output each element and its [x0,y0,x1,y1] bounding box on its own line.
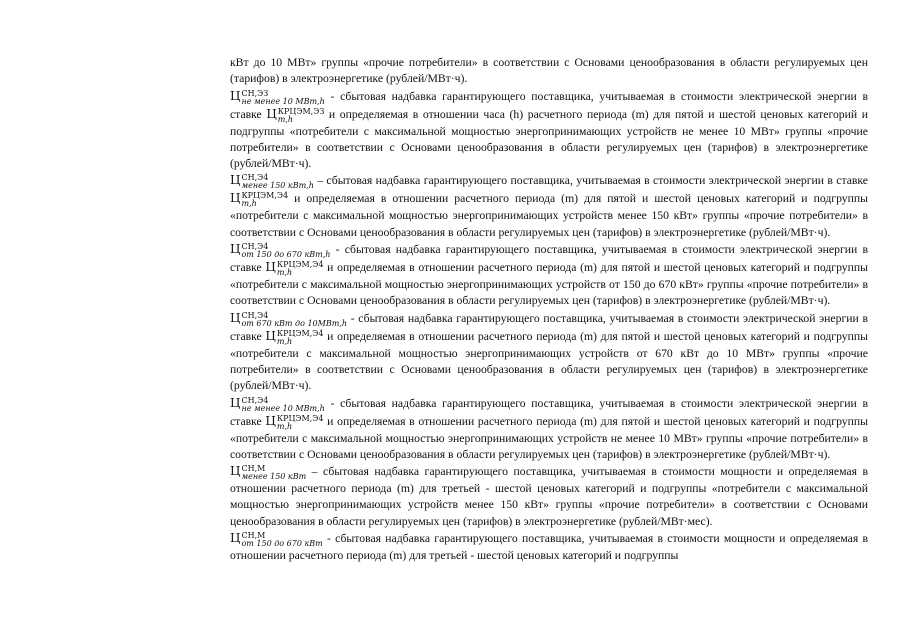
paragraph-text: - сбытовая надбавка гарантирующего поставщика, учитываемая в стоимости электрической энергии в ставке [230,396,868,428]
paragraph-text: и определяемая в отношении расчетного периода (m) для пятой и шестой ценовых категорий и подгруппы «потребители с максимальной мощностью энергопринимающих устройств менее 150 кВт» группы «прочие потребители» в соответствии с Основами ценообразования в области регулируемых цен (тарифов) в электроэнергетике (рублей/МВт·ч). [230,192,868,239]
paragraph-text: – сбытовая надбавка гарантирующего поставщика, учитываемая в стоимости электрической энергии в ставке [313,174,868,188]
formula-inline-symbol: Ц КРЦЭМ,Э4 m,h [265,413,324,431]
paragraph-text: и определяемая в отношении расчетного периода (m) для пятой и шестой ценовых категорий и подгруппы «потребители с максимальной мощностью энергопринимающих устройств не менее 10 МВт» группы «прочие потребители» в соответствии с Основами ценообразования в области регулируемых цен (тарифов) в электроэнергетике (рублей/МВт·ч). [230,414,868,461]
paragraph-continuation [230,55,868,88]
paragraph-text: - сбытовая надбавка гарантирующего поставщика, учитываемая в стоимости электрической энергии в ставке [230,243,868,275]
paragraph-text: и определяемая в отношении часа (h) расчетного периода (m) для пятой и шестой ценовых категорий и подгруппы «потребители с максимальной мощностью энергопринимающих устройств не менее 10 МВт» группы «прочие потребители» в соответствии с Основами ценообразования в области регулируемых цен (тарифов) в электроэнергетике (рублей/МВт·ч). [230,107,869,171]
formula-inline-symbol: Ц КРЦЭМ,ЭЗ m,h [266,106,325,124]
definition-paragraph [230,172,868,241]
formula-inline-symbol: Ц КРЦЭМ,Э4 m,h [265,260,324,278]
paragraph-text: - сбытовая надбавка гарантирующего поставщика, учитываемая в стоимости мощности и определяемая в отношении расчетного периода (m) для третьей - шестой ценовых категорий и подгруппы [230,532,868,563]
definition-paragraph [230,241,868,310]
definition-paragraph [230,463,868,530]
document-page [230,55,868,564]
formula-symbol: Ц СН,М от 150 до 670 кВт [230,531,323,549]
definition-paragraph [230,88,868,173]
formula-symbol: Ц СН,Э4 менее 150 кВт,h [230,173,314,191]
paragraph-text: кВт до 10 МВт» группы «прочие потребители» в соответствии с Основами ценообразования в области регулируемых цен (тарифов) в электроэнергетике (рублей/МВт·ч). [230,56,868,86]
definition-paragraph [230,310,868,395]
paragraph-text: - сбытовая надбавка гарантирующего поставщика, учитываемая в стоимости электрической энергии в ставке [230,89,868,121]
formula-symbol: Ц СН,Э4 не менее 10 МВт,h [230,395,325,413]
definition-paragraph [230,395,868,464]
formula-inline-symbol: Ц КРЦЭМ,Э4 m,h [265,328,324,346]
formula-symbol: Ц СН,ЭЗ не менее 10 МВт,h [230,88,325,106]
formula-symbol: Ц СН,М менее 150 кВт [230,464,307,482]
formula-symbol: Ц СН,Э4 от 670 кВт до 10МВт,h [230,310,347,328]
paragraph-text: - сбытовая надбавка гарантирующего поставщика, учитываемая в стоимости электрической энергии в ставке [230,311,868,343]
formula-inline-symbol: Ц КРЦЭМ,Э4 m,h [230,191,289,209]
paragraph-text: – сбытовая надбавка гарантирующего поставщика, учитываемая в стоимости мощности и определяемая в отношении расчетного периода (m) для третьей - шестой ценовых категорий и подгруппы «потребители с максимальной мощностью энергопринимающих устройств менее 150 кВт» группы «прочие потребители» в соответствии с Основами ценообразования в области регулируемых цен (тарифов) в электроэнергетике (рублей/МВт·мес). [230,465,868,528]
formula-symbol: Ц СН,Э4 от 150 до 670 кВт,h [230,242,331,260]
definition-paragraph [230,530,868,564]
paragraph-text: и определяемая в отношении расчетного периода (m) для пятой и шестой ценовых категорий и подгруппы «потребители с максимальной мощностью энергопринимающих устройств от 150 до 670 кВт» группы «прочие потребители» в соответствии с Основами ценообразования в области регулируемых цен (тарифов) в электроэнергетике (рублей/МВт·ч). [230,261,868,308]
paragraph-text: и определяемая в отношении расчетного периода (m) для пятой и шестой ценовых категорий и подгруппы «потребители с максимальной мощностью энергопринимающих устройств от 670 кВт до 10 МВт» группы «прочие потребители» в соответствии с Основами ценообразования в области регулируемых цен (тарифов) в электроэнергетике (рублей/МВт·ч). [230,329,868,393]
